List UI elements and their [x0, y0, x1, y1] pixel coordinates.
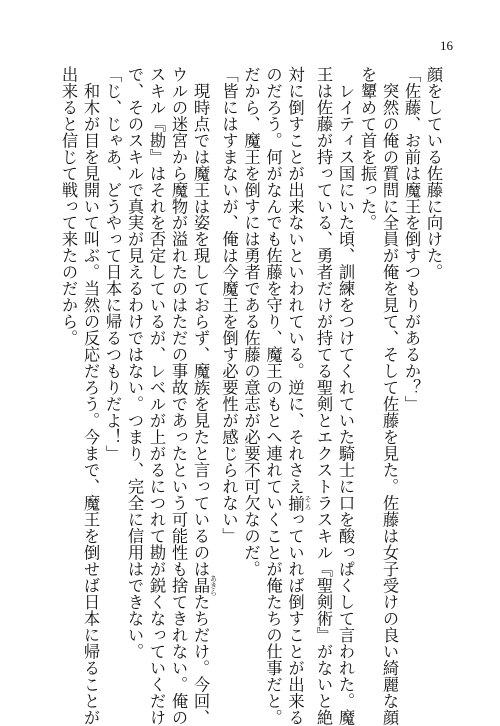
text-line: 王は佐藤が持っている、勇者だけが持てる聖剣とエクストラスキル『聖剣術』がないと絶: [314, 66, 333, 726]
text-line: 突然の俺の質問に全員が俺を見て、そして佐藤を見た。佐藤は女子受けの良い綺麗な顔: [380, 66, 399, 726]
text-line: で、そのスキルで真実が見えるわけではない。つまり、完全に信用はできない。: [125, 66, 144, 660]
text-line: を顰めて首を振った。: [358, 66, 377, 231]
text-line-with-ruby-akira: 現時点では魔王は姿を現しておらず、魔族を見たと言っているのは晶 あきらたちだけ。今回、: [191, 66, 218, 726]
text-line: のだろう。何がなんでも佐藤を守り、魔王のもとへ連れていくことが俺たちの仕事だと。: [263, 66, 283, 726]
ruby-annotation: 揃 そろ: [285, 494, 312, 512]
text-line: スキル『勘』はそれを否定しているが、レベルが上がるにつれて勘が鋭くなっていくだけ: [147, 66, 166, 726]
text-line: 「じ、じゃあ、どうやって日本に帰るつもりだよ！」: [103, 66, 122, 462]
page-number: 16: [440, 38, 453, 53]
body-text: [57, 66, 444, 726]
text-line: 和木が目を見開いて叫ぶ。当然の反応だろう。今まで、魔王を倒せば日本に帰ることが: [81, 66, 100, 726]
text-line: だから、魔王を倒すには勇者である佐藤の意志が必要不可欠なのだ。: [241, 66, 261, 578]
ruby-annotation: 晶 あきら: [191, 574, 218, 597]
text-line: 「佐藤、お前は魔王を倒すつもりがあるか？」: [402, 66, 421, 413]
text-line: 出来ると信じて戦って来たのだから。: [59, 66, 78, 347]
text-line: レイティス国にいた頃、訓練をつけてくれていた騎士に口を酸っぱくして言われた。魔: [336, 66, 355, 726]
text-line: 「皆にはすまないが、俺は今魔王を倒す必要性が感じられない」: [219, 66, 239, 545]
text-line: ウルの迷宮から魔物が溢れたのはただの事故であったという可能性も捨てきれない。俺の: [169, 66, 188, 726]
text-line-with-ruby-soro: 対に倒すことが出来ないといわれている。逆に、それさえ揃 そろっていれば倒すことが出来る: [285, 66, 312, 726]
text-line: 顔をしている佐藤に向けた。: [424, 66, 443, 281]
